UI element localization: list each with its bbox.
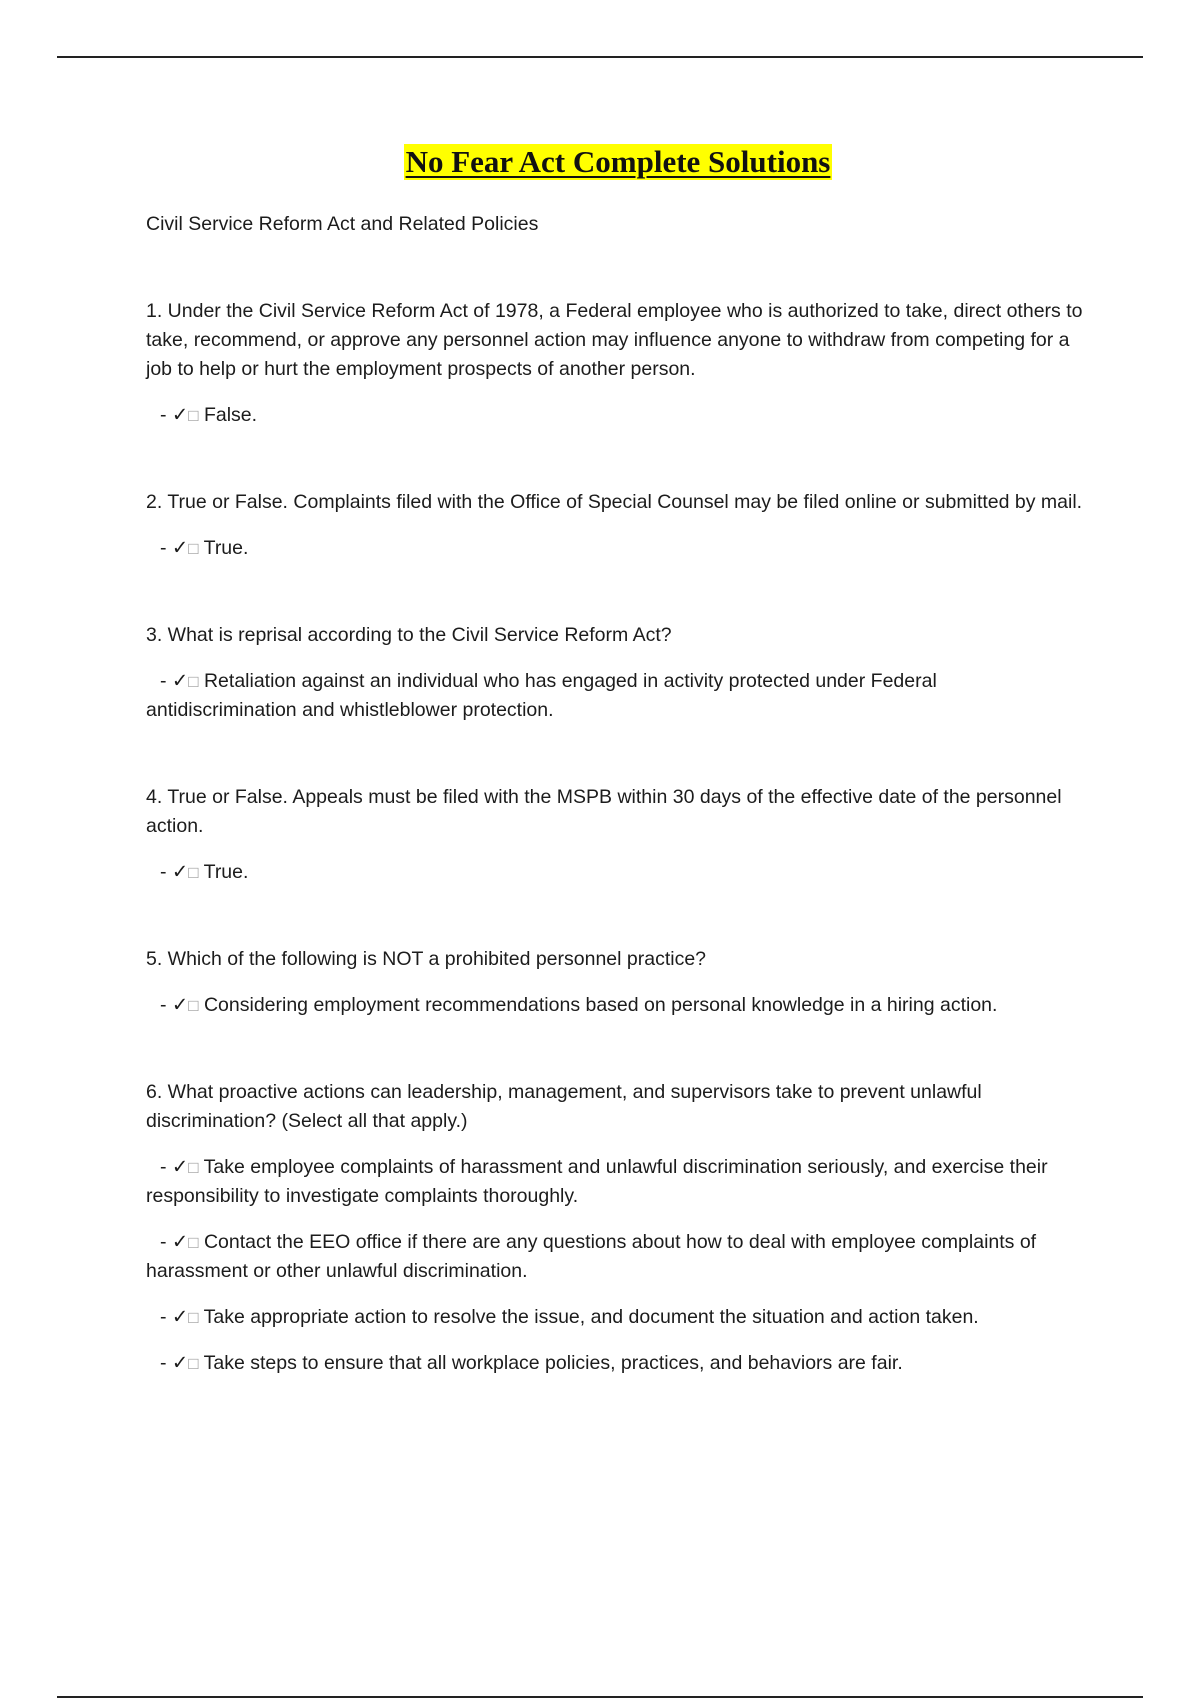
checkbox-glyph-icon: □ bbox=[188, 539, 199, 558]
answer-item bbox=[146, 667, 1086, 725]
answer-text: True. bbox=[203, 537, 249, 559]
answer-dash: - bbox=[160, 1352, 172, 1374]
checkbox-glyph-icon: □ bbox=[188, 672, 199, 691]
checkbox-glyph-icon: □ bbox=[188, 406, 199, 425]
answer-text: Take employee complaints of harassment and unlawful discrimination seriously, and exercise their responsibility to investigate complaints thoroughly. bbox=[146, 1156, 1048, 1207]
top-rule bbox=[57, 56, 1143, 58]
answer-item bbox=[146, 534, 1086, 563]
answer-text: Considering employment recommendations based on personal knowledge in a hiring action. bbox=[203, 994, 998, 1016]
check-mark-icon: ✓ bbox=[171, 404, 189, 426]
bottom-rule bbox=[57, 1696, 1143, 1698]
checkbox-glyph-icon: □ bbox=[188, 1308, 199, 1327]
document-subtitle: Civil Service Reform Act and Related Policies bbox=[146, 213, 539, 235]
question-block-3 bbox=[146, 621, 1086, 725]
question-block-6 bbox=[146, 1078, 1086, 1378]
checkbox-glyph-icon: □ bbox=[188, 1233, 199, 1252]
checkbox-glyph-icon: □ bbox=[188, 863, 199, 882]
question-text: 4. True or False. Appeals must be filed with the MSPB within 30 days of the effective date of the personnel action. bbox=[146, 786, 1062, 837]
answer-item bbox=[146, 858, 1086, 887]
answer-item bbox=[146, 991, 1086, 1020]
question-text: 3. What is reprisal according to the Civil Service Reform Act? bbox=[146, 624, 672, 646]
checkbox-glyph-icon: □ bbox=[188, 1158, 199, 1177]
check-mark-icon: ✓ bbox=[171, 1156, 189, 1178]
document-title: No Fear Act Complete Solutions bbox=[405, 144, 831, 179]
check-mark-icon: ✓ bbox=[171, 537, 189, 559]
answer-text: Take appropriate action to resolve the issue, and document the situation and action taken. bbox=[203, 1306, 979, 1328]
answer-dash: - bbox=[160, 537, 172, 559]
answer-dash: - bbox=[160, 1156, 172, 1178]
answer-text: Take steps to ensure that all workplace policies, practices, and behaviors are fair. bbox=[203, 1352, 903, 1374]
answer-item bbox=[146, 1349, 1086, 1378]
answer-item bbox=[146, 1228, 1086, 1286]
question-block-2 bbox=[146, 488, 1086, 563]
answer-text: True. bbox=[203, 861, 249, 883]
checkbox-glyph-icon: □ bbox=[188, 996, 199, 1015]
answer-item bbox=[146, 1303, 1086, 1332]
check-mark-icon: ✓ bbox=[171, 1231, 189, 1253]
answer-dash: - bbox=[160, 670, 172, 692]
question-text: 1. Under the Civil Service Reform Act of 1978, a Federal employee who is authorized to take, direct others to take, recommend, or approve any personnel action may influence anyone to withdraw from competing for a job to help or hurt the employment prospects of another person. bbox=[146, 300, 1083, 380]
question-block-4 bbox=[146, 783, 1086, 887]
answer-item bbox=[146, 401, 1086, 430]
check-mark-icon: ✓ bbox=[171, 670, 189, 692]
check-mark-icon: ✓ bbox=[171, 861, 189, 883]
answer-dash: - bbox=[160, 861, 172, 883]
document-body bbox=[146, 210, 1086, 1378]
answer-text: Contact the EEO office if there are any questions about how to deal with employee complaints of harassment or other unlawful discrimination. bbox=[146, 1231, 1037, 1282]
answer-dash: - bbox=[160, 1306, 172, 1328]
question-text: 6. What proactive actions can leadership, management, and supervisors take to prevent unlawful discrimination? (Select all that apply.) bbox=[146, 1081, 982, 1132]
question-block-5 bbox=[146, 945, 1086, 1020]
check-mark-icon: ✓ bbox=[171, 1352, 189, 1374]
checkbox-glyph-icon: □ bbox=[188, 1354, 199, 1373]
question-text: 2. True or False. Complaints filed with the Office of Special Counsel may be filed online or submitted by mail. bbox=[146, 491, 1083, 513]
answer-dash: - bbox=[160, 404, 172, 426]
answer-item bbox=[146, 1153, 1086, 1211]
answer-text: False. bbox=[203, 404, 258, 426]
check-mark-icon: ✓ bbox=[171, 1306, 189, 1328]
answer-dash: - bbox=[160, 1231, 172, 1253]
answer-dash: - bbox=[160, 994, 172, 1016]
check-mark-icon: ✓ bbox=[171, 994, 189, 1016]
question-text: 5. Which of the following is NOT a prohibited personnel practice? bbox=[146, 948, 707, 970]
answer-text: Retaliation against an individual who has engaged in activity protected under Federal antidiscrimination and whistleblower protection. bbox=[146, 670, 937, 721]
title-container bbox=[0, 144, 1200, 180]
question-block-1 bbox=[146, 297, 1086, 430]
